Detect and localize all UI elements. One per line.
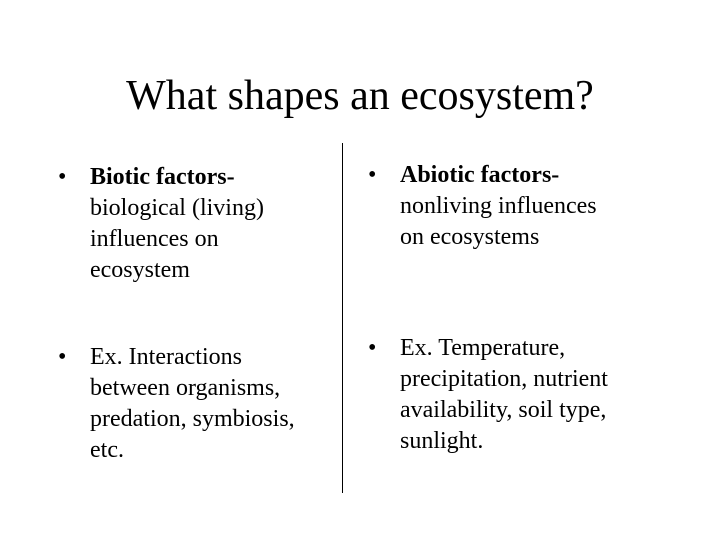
bullet-abiotic-example xyxy=(368,333,668,457)
bullet-dot-icon: • xyxy=(58,164,67,190)
biotic-example-line-2: between organisms, xyxy=(90,375,281,401)
column-divider xyxy=(342,143,343,493)
biotic-example-line-1: Ex. Interactions xyxy=(90,344,242,370)
bullet-biotic-example xyxy=(58,342,338,466)
biotic-heading: Biotic factors- xyxy=(90,164,235,190)
biotic-line-3: ecosystem xyxy=(90,257,190,283)
bullet-dot-icon: • xyxy=(368,162,377,188)
biotic-line-2: influences on xyxy=(90,226,219,252)
abiotic-line-1: nonliving influences xyxy=(400,193,597,219)
biotic-example-line-3: predation, symbiosis, xyxy=(90,406,295,432)
bullet-biotic-factors xyxy=(58,162,328,286)
abiotic-example-line-2: precipitation, nutrient xyxy=(400,366,608,392)
abiotic-example-line-3: availability, soil type, xyxy=(400,397,607,423)
abiotic-example-line-1: Ex. Temperature, xyxy=(400,335,566,361)
abiotic-heading: Abiotic factors- xyxy=(400,162,560,188)
abiotic-line-2: on ecosystems xyxy=(400,224,540,250)
biotic-example-line-4: etc. xyxy=(90,437,124,463)
slide-title: What shapes an ecosystem? xyxy=(126,73,594,119)
abiotic-example-line-4: sunlight. xyxy=(400,428,484,454)
bullet-dot-icon: • xyxy=(368,335,377,361)
bullet-dot-icon: • xyxy=(58,344,67,370)
biotic-line-1: biological (living) xyxy=(90,195,264,221)
bullet-abiotic-factors xyxy=(368,160,668,253)
